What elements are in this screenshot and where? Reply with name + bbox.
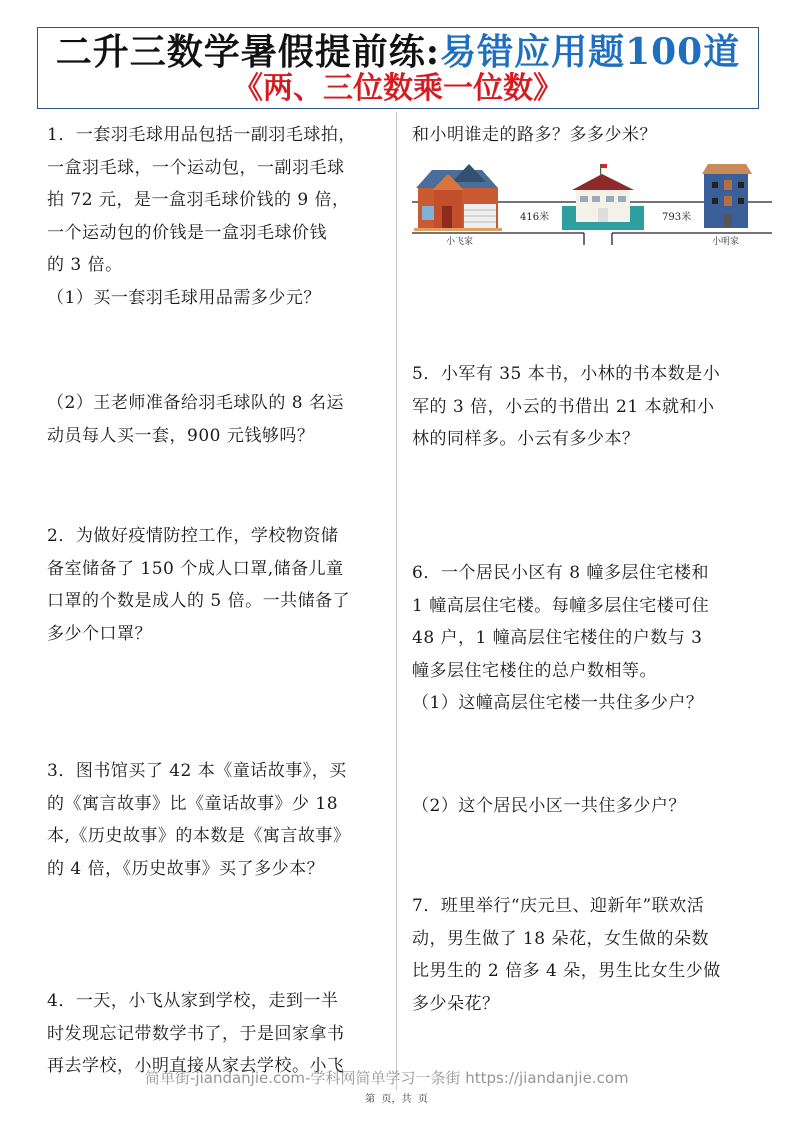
- text-line: 口罩的个数是成人的 5 倍。一共储备了: [47, 591, 351, 611]
- problem-7: [412, 890, 757, 1020]
- text-line: 多少个口罩？: [47, 623, 152, 644]
- text-line: 7．班里举行“庆元旦、迎新年”联欢活: [412, 896, 705, 916]
- page-title: [38, 30, 758, 74]
- text-line: 6．一个居民小区有 8 幢多层住宅楼和: [412, 563, 709, 583]
- text-line: 备室储备了 150 个成人口罩,储备儿童: [47, 558, 344, 579]
- route-illustration: [412, 160, 782, 255]
- problem-4-continued: 和小明谁走的路多？多多少米？: [412, 125, 657, 145]
- question-6-1: （1）这幢高层住宅楼一共住多少户？: [412, 693, 704, 713]
- text-line: 4．一天，小飞从家到学校，走到一半: [47, 991, 339, 1011]
- school-icon: [562, 164, 644, 230]
- column-divider: [396, 112, 397, 1090]
- text-line: 幢多层住宅楼住的总户数相等。: [412, 660, 657, 681]
- text-line: 多少朵花？: [412, 993, 500, 1014]
- page-subtitle: 《两、三位数乘一位数》: [233, 71, 563, 106]
- xiaofei-house-icon: [414, 164, 502, 231]
- text-line: 一个运动包的价钱是一盒羽毛球价钱: [47, 222, 327, 243]
- text-line: 1 幢高层住宅楼。每幢多层住宅楼可住: [412, 595, 710, 616]
- text-line: 的 3 倍。: [47, 255, 123, 275]
- text-line: 5．小军有 35 本书，小林的书本数是小: [412, 364, 721, 384]
- page-footer: 第 页，共 页: [365, 1094, 428, 1105]
- text-line: 1．一套羽毛球用品包括一副羽毛球拍，: [47, 125, 356, 145]
- xiaoming-house-icon: [702, 164, 752, 228]
- question-1-2: [47, 387, 392, 452]
- problem-2: [47, 520, 392, 650]
- text-line: 动，男生做了 18 朵花，女生做的朵数: [412, 928, 709, 949]
- text-line: 军的 3 倍，小云的书借出 21 本就和小: [412, 396, 715, 417]
- text-line: 比男生的 2 倍多 4 朵，男生比女生少做: [412, 961, 721, 981]
- text-line: 48 户，1 幢高层住宅楼住的户数与 3: [412, 628, 703, 648]
- problem-5: [412, 358, 757, 456]
- text-line: 本,《历史故事》的本数是《寓言故事》: [47, 826, 351, 846]
- watermark: 简单街-jiandanjie.com-学科网简单学习一条街 https://jiandanjie.com: [145, 1069, 629, 1087]
- text-line: 时发现忘记带数学书了，于是回家拿书: [47, 1023, 345, 1044]
- problem-1: [47, 119, 392, 314]
- text-line: 2．为做好疫情防控工作，学校物资储: [47, 526, 339, 546]
- distance-right-label: 793米: [662, 212, 692, 223]
- text-line: 拍 72 元，是一盒羽毛球价钱的 9 倍，: [47, 190, 350, 210]
- text-line: 的《寓言故事》比《童话故事》少 18: [47, 793, 339, 814]
- text-line: 林的同样多。小云有多少本？: [412, 429, 640, 449]
- text-line: 再去学校，小明直接从家去学校。小飞: [47, 1056, 345, 1076]
- distance-left-label: 416米: [520, 212, 550, 223]
- text-line: 一盒羽毛球，一个运动包，一副羽毛球: [47, 157, 345, 178]
- text-line: （2）王老师准备给羽毛球队的 8 名运: [47, 393, 344, 413]
- problem-3: [47, 755, 392, 885]
- text-line: 动员每人买一套，900 元钱够吗？: [47, 425, 315, 446]
- title-main: 二升三数学暑假提前练:: [55, 31, 441, 73]
- xiaoming-home-label: 小明家: [712, 237, 740, 247]
- title-box: [37, 27, 759, 109]
- xiaofei-home-label: 小飞家: [446, 237, 474, 247]
- title-highlight: 易错应用题100道: [440, 31, 741, 73]
- question-6-2: （2）这个居民小区一共住多少户？: [412, 796, 686, 816]
- question-1-1: （1）买一套羽毛球用品需多少元？: [47, 287, 321, 308]
- problem-6: [412, 557, 757, 720]
- text-line: 的 4 倍，《历史故事》买了多少本？: [47, 858, 325, 879]
- text-line: 3．图书馆买了 42 本《童话故事》，买: [47, 761, 347, 781]
